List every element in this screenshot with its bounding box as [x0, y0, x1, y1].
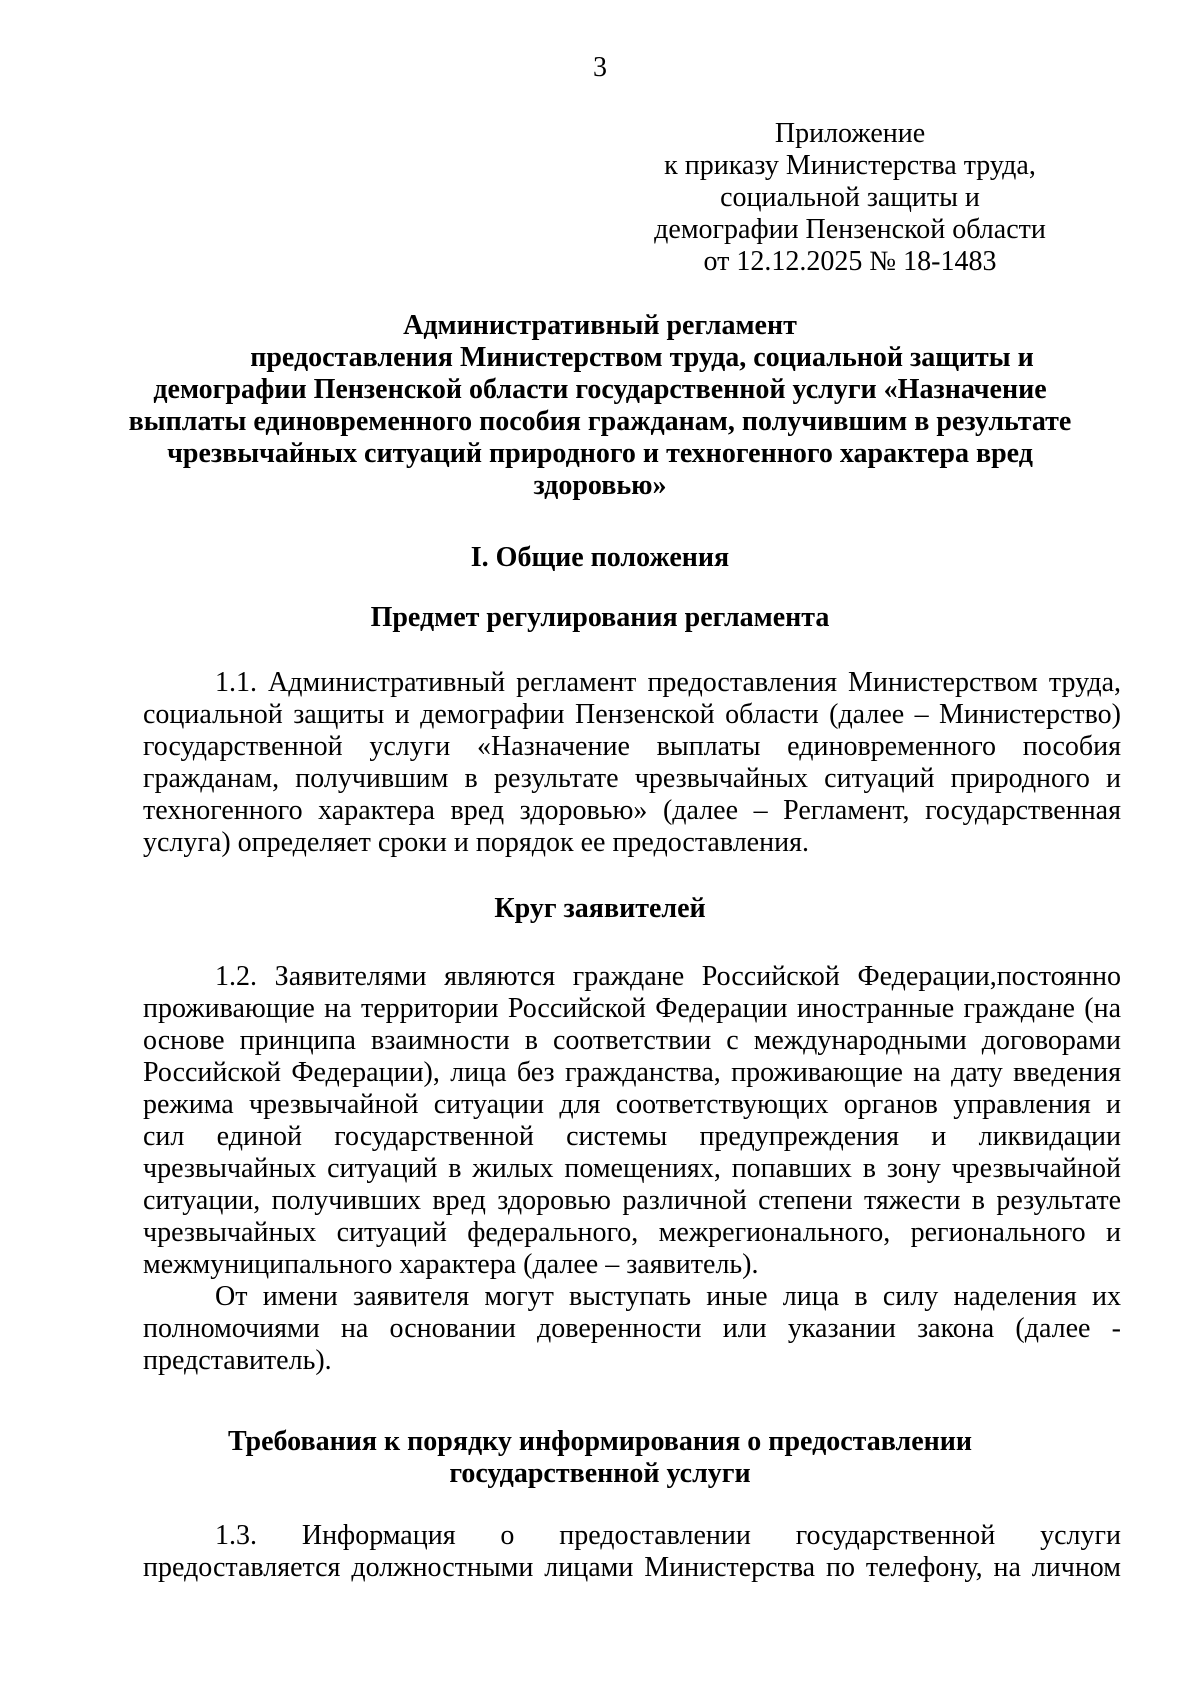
- document-title: [60, 310, 1140, 502]
- paragraph-line: государственной услуги «Назначение выплаты единовременного пособия: [143, 731, 1121, 762]
- paragraph-1-2: [143, 961, 1121, 1377]
- paragraph-line: 1.3. Информация о предоставлении государственной услуги: [215, 1520, 1121, 1551]
- paragraph-line: проживающие на территории Российской Федерации иностранные граждане (на: [143, 993, 1121, 1024]
- title-line: здоровью»: [533, 470, 667, 501]
- paragraph-line: техногенного характера вред здоровью» (далее – Регламент, государственная: [143, 795, 1121, 826]
- paragraph-line: режима чрезвычайной ситуации для соответствующих органов управления и: [143, 1089, 1121, 1120]
- info-heading: [60, 1426, 1140, 1490]
- paragraph-line: услуга) определяет сроки и порядок ее предоставления.: [143, 827, 809, 858]
- paragraph-line: От имени заявителя могут выступать иные лица в силу наделения их: [215, 1281, 1121, 1312]
- section-heading: I. Общие положения: [470, 542, 730, 573]
- subject-heading: Предмет регулирования регламента: [370, 602, 830, 633]
- paragraph-1-3: [143, 1520, 1121, 1584]
- paragraph-line: представитель).: [143, 1345, 332, 1376]
- title-line: Административный регламент: [403, 310, 797, 341]
- paragraph-line: Российской Федерации), лица без гражданства, проживающие на дату введения: [143, 1057, 1121, 1088]
- info-heading-line: государственной услуги: [449, 1458, 751, 1489]
- annex-line: демографии Пензенской области: [654, 214, 1046, 245]
- paragraph-line: чрезвычайных ситуаций в жилых помещениях, попавших в зону чрезвычайной: [143, 1153, 1121, 1184]
- annex-line: к приказу Министерства труда,: [664, 150, 1036, 181]
- title-line: предоставления Министерством труда, социальной защиты и: [250, 342, 1034, 373]
- annex-block: [600, 118, 1100, 278]
- paragraph-line: основе принципа взаимности в соответствии с международными договорами: [143, 1025, 1121, 1056]
- page-number: 3: [593, 52, 607, 83]
- paragraph-1-1: [143, 667, 1121, 859]
- annex-line: Приложение: [774, 118, 926, 149]
- paragraph-line: ситуации, получивших вред здоровью различной степени тяжести в результате: [143, 1185, 1121, 1216]
- info-heading-line: Требования к порядку информирования о предоставлении: [227, 1426, 973, 1457]
- paragraph-line: гражданам, получившим в результате чрезвычайных ситуаций природного и: [143, 763, 1121, 794]
- paragraph-line: 1.2. Заявителями являются граждане Российской Федерации,постоянно: [215, 961, 1121, 992]
- paragraph-line: полномочиями на основании доверенности или указании закона (далее -: [143, 1313, 1121, 1344]
- title-line: выплаты единовременного пособия гражданам, получившим в результате: [128, 406, 1072, 437]
- paragraph-line: социальной защиты и демографии Пензенской области (далее – Министерство): [143, 699, 1121, 730]
- paragraph-line: предоставляется должностными лицами Министерства по телефону, на личном: [143, 1552, 1121, 1583]
- applicants-heading: Круг заявителей: [494, 893, 706, 924]
- paragraph-line: чрезвычайных ситуаций федерального, межрегионального, регионального и: [143, 1217, 1121, 1248]
- paragraph-line: сил единой государственной системы предупреждения и ликвидации: [143, 1121, 1121, 1152]
- annex-line: от 12.12.2025 № 18-1483: [703, 246, 997, 277]
- title-line: демографии Пензенской области государственной услуги «Назначение: [153, 374, 1047, 405]
- annex-line: социальной защиты и: [720, 182, 980, 213]
- title-line: чрезвычайных ситуаций природного и техногенного характера вред: [167, 438, 1033, 469]
- paragraph-line: 1.1. Административный регламент предоставления Министерством труда,: [215, 667, 1121, 698]
- paragraph-line: межмуниципального характера (далее – заявитель).: [143, 1249, 759, 1280]
